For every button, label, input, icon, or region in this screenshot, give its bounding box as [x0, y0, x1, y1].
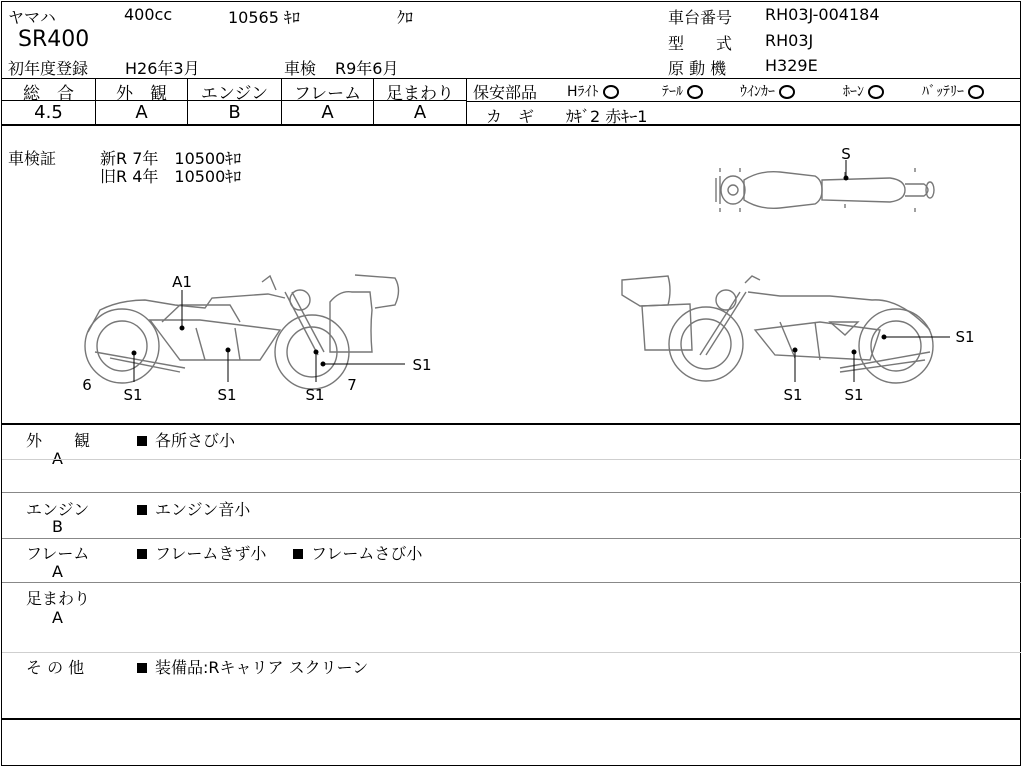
note-category-suspension: 足まわり — [26, 589, 91, 608]
note-category-frame: フレーム — [26, 544, 90, 563]
check-circle-icon — [603, 85, 619, 99]
check-circle-icon — [968, 85, 984, 99]
top-view-marker — [844, 160, 848, 180]
mark-a1: A1 — [172, 273, 192, 291]
mark-s: S — [841, 145, 851, 163]
safety-item-battery — [922, 81, 984, 101]
keys-value: ｶｷﾞ2 赤ｷｰ1 — [566, 107, 648, 126]
safety-label: 保安部品 — [473, 83, 538, 102]
motorcycle-diagram — [0, 126, 1022, 422]
type-value: RH03J — [765, 31, 814, 50]
safety-item-label: ｳｲﾝｶｰ — [740, 84, 775, 100]
first-reg-value: H26年3月 — [125, 59, 200, 78]
note-grade-engine: B — [52, 517, 63, 536]
grade-header-appearance: 外 観 — [116, 84, 167, 104]
note-rule — [2, 652, 1021, 653]
mark-6: 6 — [82, 376, 92, 394]
cert-label: 車検証 — [8, 149, 57, 168]
displacement: 400cc — [124, 5, 173, 24]
engine-label: 原 動 機 — [668, 59, 727, 78]
safety-item-label: Hﾗｲﾄ — [567, 84, 599, 100]
grade-header-frame: フレーム — [293, 84, 362, 104]
check-circle-icon — [779, 85, 795, 99]
engine-value: H329E — [765, 56, 818, 75]
note-item: 装備品:Rキャリア スクリーン — [137, 655, 368, 678]
frame-no-label: 車台番号 — [668, 8, 733, 27]
cert-new-r: 新R 7年 10500ｷﾛ — [100, 149, 242, 168]
keys-label: カ ギ — [486, 107, 535, 126]
notes-top-line — [2, 423, 1021, 425]
grade-engine: B — [228, 102, 241, 123]
check-circle-icon — [687, 85, 703, 99]
note-divider — [2, 492, 1021, 493]
note-category-other: そ の 他 — [26, 658, 85, 677]
safety-item-label: ﾎｰﾝ — [843, 84, 864, 100]
grade-frame: A — [321, 102, 334, 123]
mark-s1: S1 — [955, 328, 975, 346]
note-category-appearance: 外 観 — [26, 431, 91, 450]
color: ｸﾛ — [397, 8, 414, 27]
bullet-square-icon — [137, 549, 147, 559]
safety-item-label: ﾃｰﾙ — [662, 84, 683, 100]
safety-item-headlight — [567, 81, 619, 101]
grade-suspension: A — [413, 102, 427, 123]
grade-appearance: A — [135, 102, 148, 123]
mark-s1: S1 — [305, 386, 325, 404]
safety-item-horn — [843, 81, 884, 101]
frame-no-value: RH03J-004184 — [765, 5, 880, 24]
type-label: 型 式 — [668, 34, 733, 53]
bullet-square-icon — [137, 505, 147, 515]
note-divider — [2, 538, 1021, 539]
mark-s1: S1 — [217, 386, 237, 404]
note-item: 各所さび小 — [137, 428, 235, 451]
bullet-square-icon — [137, 663, 147, 673]
notes-bottom-line — [2, 718, 1021, 720]
note-grade-suspension: A — [52, 608, 63, 627]
note-item: エンジン音小 — [137, 497, 250, 520]
grade-overall: 4.5 — [34, 102, 63, 123]
mark-7: 7 — [347, 376, 357, 394]
bike-top-view — [716, 168, 934, 212]
mark-s1: S1 — [783, 386, 803, 404]
grade-header-overall: 総 合 — [23, 84, 74, 104]
mark-s1: S1 — [412, 356, 432, 374]
model-name: SR400 — [18, 27, 90, 52]
safety-item-winker — [740, 81, 795, 101]
safety-mid-line — [467, 101, 1021, 102]
note-item: フレームさび小 — [293, 541, 422, 564]
mark-s1: S1 — [844, 386, 864, 404]
note-grade-frame: A — [52, 562, 63, 581]
maker: ヤマハ — [8, 8, 56, 27]
note-divider — [2, 582, 1021, 583]
note-category-engine: エンジン — [26, 500, 90, 519]
bike-left-view — [85, 275, 399, 389]
first-reg-label: 初年度登録 — [8, 59, 89, 78]
bullet-square-icon — [293, 549, 303, 559]
grade-divider — [466, 78, 467, 125]
mark-s1: S1 — [123, 386, 143, 404]
inspection-value: R9年6月 — [335, 59, 399, 78]
safety-item-label: ﾊﾞｯﾃﾘｰ — [922, 84, 964, 100]
check-circle-icon — [868, 85, 884, 99]
inspection-label: 車検 — [284, 59, 317, 78]
grade-header-engine: エンジン — [200, 84, 269, 104]
grade-header-suspension: 足まわり — [386, 84, 454, 104]
mileage: 10565 ｷﾛ — [228, 8, 300, 27]
bullet-square-icon — [137, 436, 147, 446]
left-view-markers — [132, 290, 405, 382]
note-item: フレームきず小 — [137, 541, 266, 564]
bike-right-view — [622, 276, 933, 383]
safety-item-taillight — [662, 81, 703, 101]
note-rule — [2, 459, 1021, 460]
cert-old-r: 旧R 4年 10500ｷﾛ — [100, 167, 242, 186]
